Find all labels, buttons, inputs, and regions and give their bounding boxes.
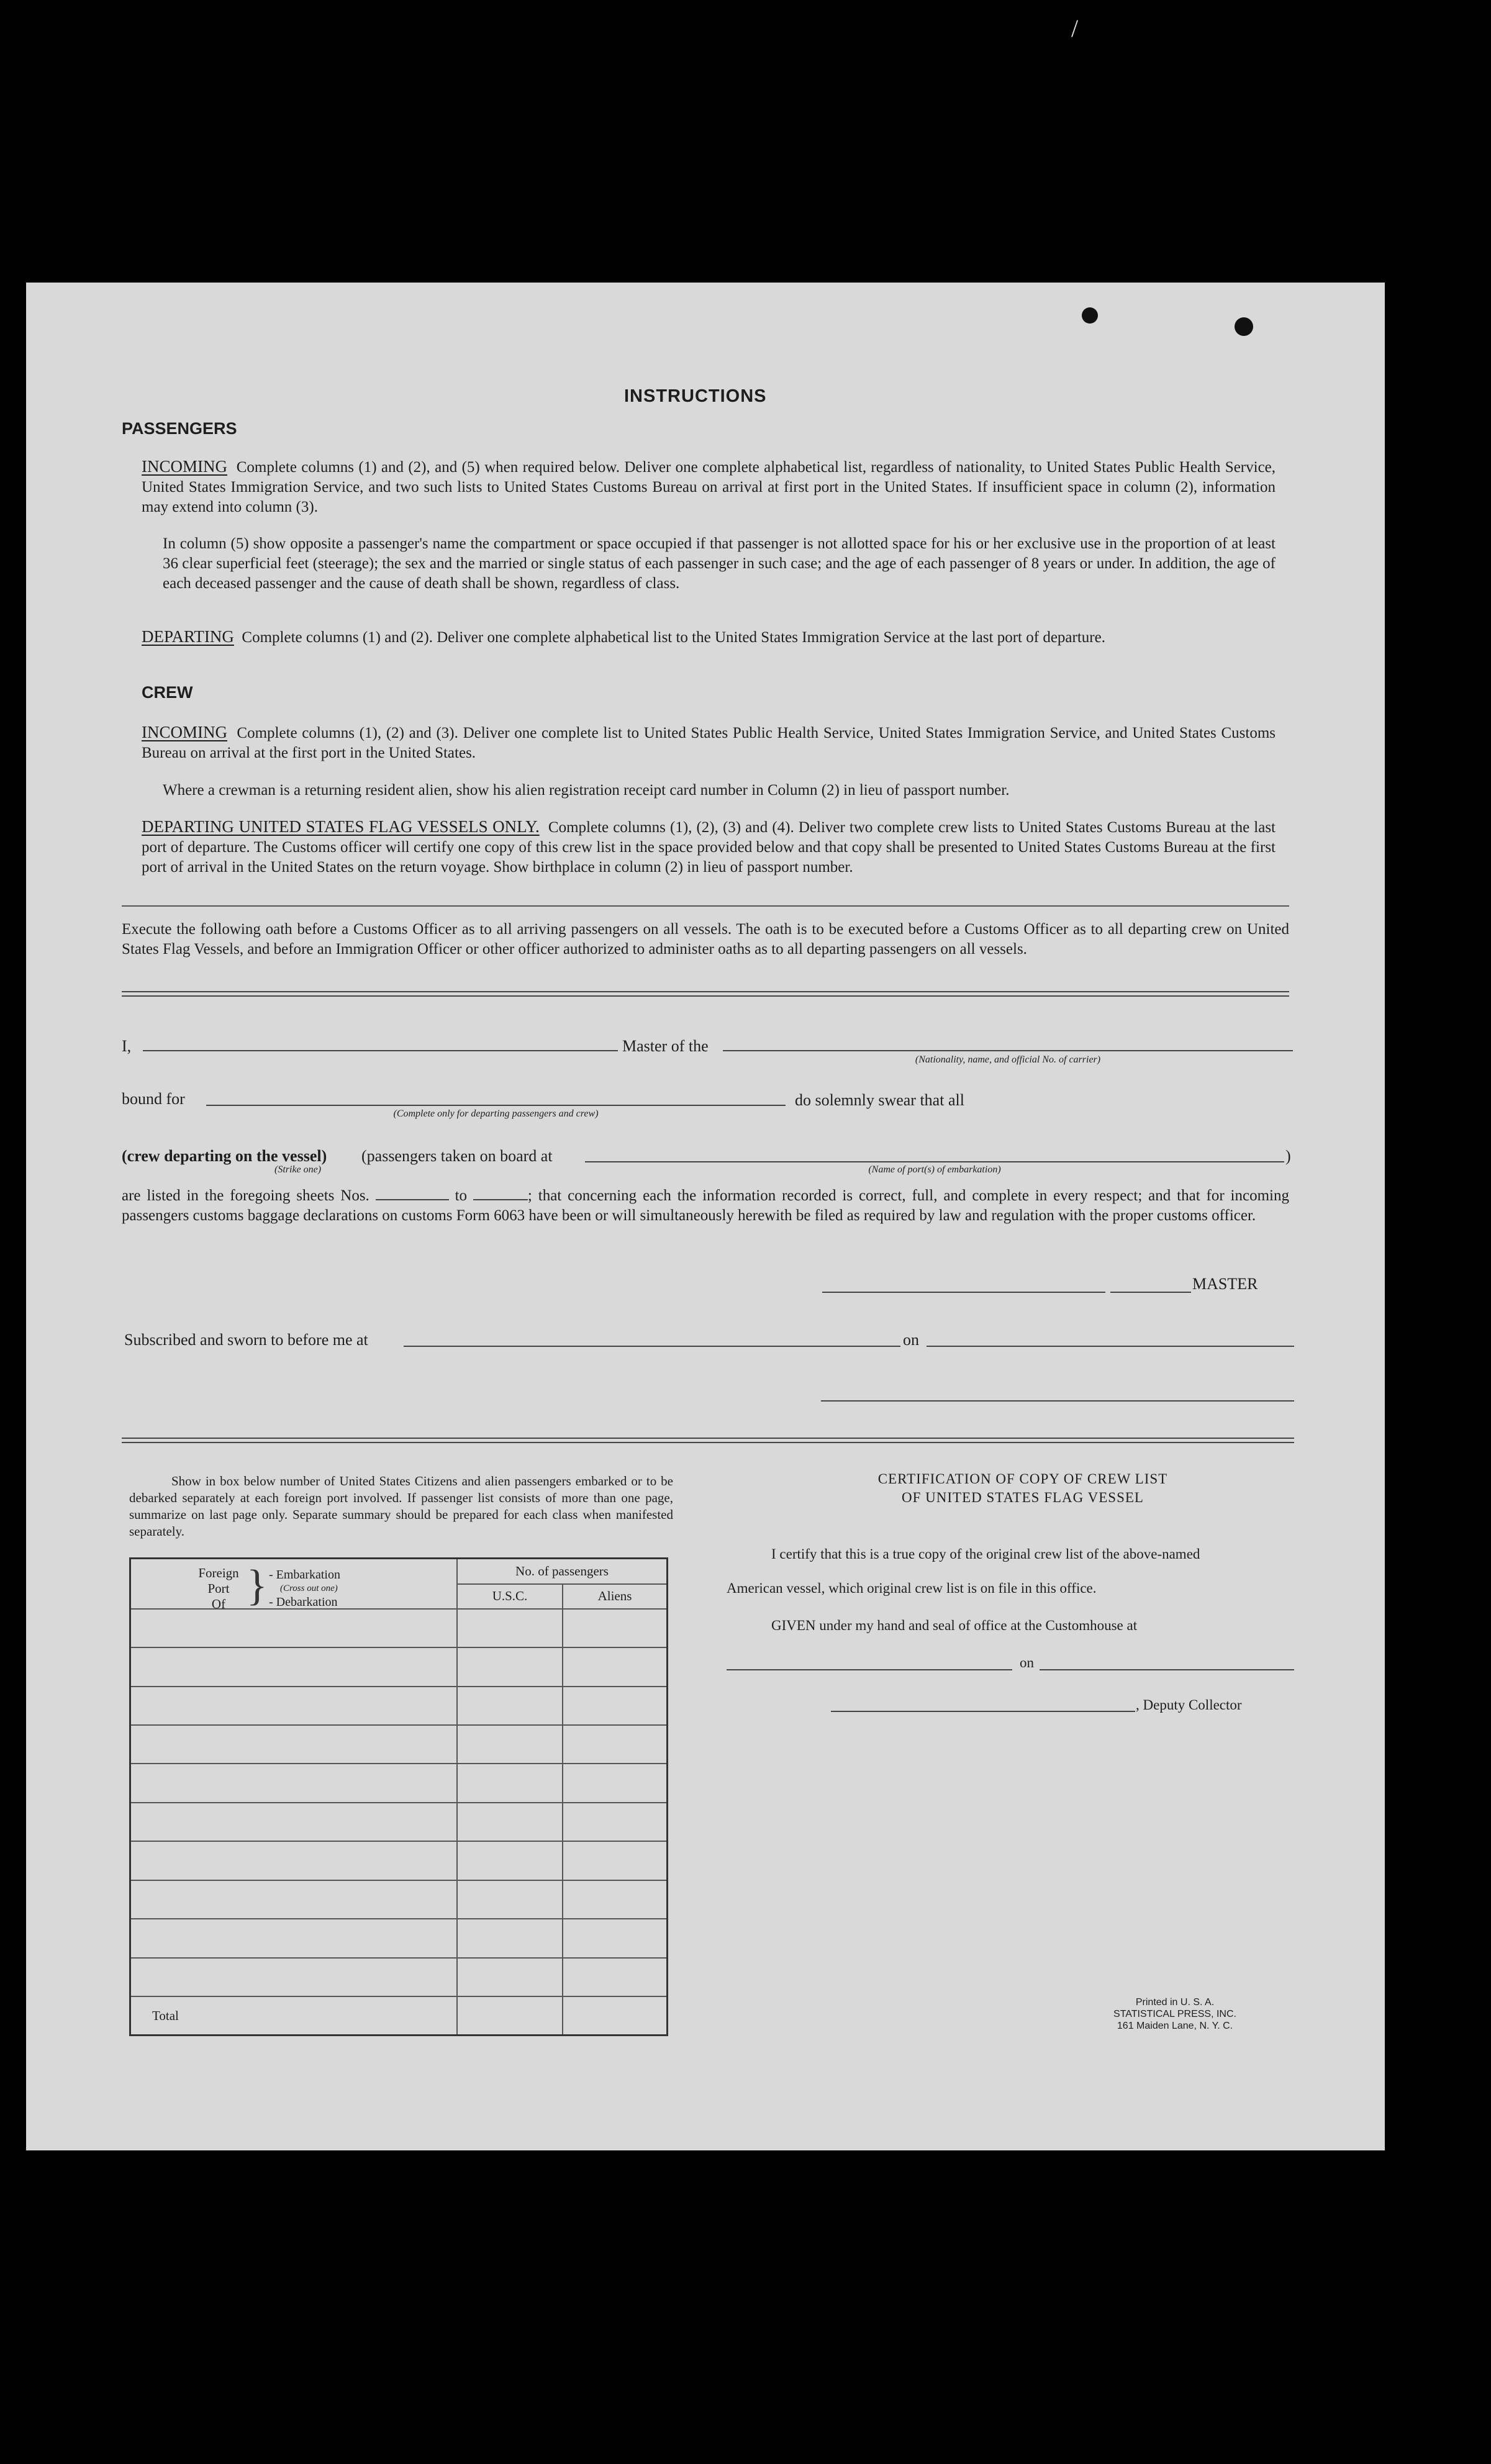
swear-label: do solemnly swear that all xyxy=(795,1091,964,1109)
master-name-field[interactable] xyxy=(143,1050,618,1051)
printer-line-2: STATISTICAL PRESS, INC. xyxy=(1113,2009,1236,2019)
punch-hole-left xyxy=(1082,307,1098,324)
master-label: MASTER xyxy=(1192,1275,1258,1293)
port-cell[interactable] xyxy=(130,1725,458,1764)
customhouse-field[interactable] xyxy=(727,1669,1012,1670)
usc-cell[interactable] xyxy=(457,1803,563,1841)
port-cell[interactable] xyxy=(130,1609,458,1647)
usc-cell[interactable] xyxy=(457,1958,563,1996)
usc-cell[interactable] xyxy=(457,1841,563,1880)
aliens-cell[interactable] xyxy=(563,1958,668,1996)
aliens-cell[interactable] xyxy=(563,1687,668,1725)
passengers-departing-text: Complete columns (1) and (2). Deliver one complete alphabetical list to the United States Immigration Service at the last port of departure. xyxy=(242,629,1105,646)
certification-date-field[interactable] xyxy=(1040,1669,1294,1670)
usc-cell[interactable] xyxy=(457,1609,563,1647)
table-row xyxy=(130,1803,668,1841)
aliens-label: Aliens xyxy=(597,1588,632,1604)
double-rule-top xyxy=(122,991,1289,997)
divider-line xyxy=(122,905,1289,907)
instructions-title: INSTRUCTIONS xyxy=(624,386,767,406)
sheets-paragraph xyxy=(122,1186,1289,1226)
sheet-to-field[interactable] xyxy=(473,1187,528,1200)
table-row xyxy=(130,1958,668,1996)
no-passengers-header xyxy=(457,1559,668,1585)
bound-for-caption: (Complete only for departing passengers and crew) xyxy=(393,1108,599,1119)
aliens-cell[interactable] xyxy=(563,1880,668,1919)
master-of-caption: (Nationality, name, and official No. of carrier) xyxy=(915,1054,1101,1065)
port-cell[interactable] xyxy=(130,1919,458,1957)
port-cell[interactable] xyxy=(130,1803,458,1841)
punch-hole-right xyxy=(1235,317,1253,336)
double-rule-bottom xyxy=(122,1438,1294,1443)
passengers-heading: PASSENGERS xyxy=(122,419,237,438)
deputy-collector-label: , Deputy Collector xyxy=(1136,1697,1242,1713)
strike-caption: (Strike one) xyxy=(274,1164,322,1175)
usc-cell[interactable] xyxy=(457,1687,563,1725)
column5-paragraph xyxy=(163,534,1276,594)
column5-text: In column (5) show opposite a passenger's name the compartment or space occupied if that passenger is not allotted space for his or her exclusive use in the proportion of at least 36 clear superficial feet (steerage); the sex and the married or single status of each passenger in such case; and the age of each passenger of 8 years or under. In addition, the age of each deceased passenger and the cause of death shall be shown, regardless of class. xyxy=(163,535,1276,592)
aliens-cell[interactable] xyxy=(563,1919,668,1957)
port-cell[interactable] xyxy=(130,1841,458,1880)
table-row xyxy=(130,1764,668,1802)
table-row xyxy=(130,1919,668,1957)
passenger-summary-table xyxy=(129,1557,668,2036)
table-row xyxy=(130,1841,668,1880)
printer-imprint xyxy=(1082,1996,1268,2032)
crew-departing-text: Complete columns (1), (2), (3) and (4). Deliver two complete crew lists to United States Customs Bureau at the last port of departure. The Customs officer will certify one copy of this crew list in the space provided below and that copy shall be presented to United States Customs Bureau at the first port of arrival in the United States on the return voyage. Show birthplace in column (2) in lieu of passport number. xyxy=(142,819,1276,876)
aliens-header xyxy=(563,1584,668,1609)
aliens-cell[interactable] xyxy=(563,1725,668,1764)
carrier-field[interactable] xyxy=(723,1050,1293,1051)
certification-on-label: on xyxy=(1020,1655,1034,1670)
master-signature-line-b[interactable] xyxy=(1110,1292,1191,1293)
passengers-incoming-label: INCOMING xyxy=(142,457,227,476)
cross-caption: (Cross out one) xyxy=(280,1583,338,1593)
port-cell[interactable] xyxy=(130,1880,458,1919)
passengers-departing-paragraph xyxy=(142,627,1276,648)
aliens-cell[interactable] xyxy=(563,1803,668,1841)
certify-text-2: American vessel, which original crew list is on file in this office. xyxy=(727,1580,1097,1596)
table-row xyxy=(130,1725,668,1764)
crew-incoming-paragraph xyxy=(142,722,1276,763)
crew-departing-option[interactable]: (crew departing on the vessel) xyxy=(122,1147,327,1165)
corner-mark: / xyxy=(1071,14,1079,42)
usc-cell[interactable] xyxy=(457,1919,563,1957)
usc-label: U.S.C. xyxy=(492,1588,528,1604)
crew-heading: CREW xyxy=(142,683,193,702)
table-row xyxy=(130,1880,668,1919)
passengers-departing-label: DEPARTING xyxy=(142,627,234,646)
master-signature-line-a[interactable] xyxy=(822,1292,1105,1293)
brace-icon: } xyxy=(247,1562,268,1610)
crew-alien-paragraph xyxy=(163,781,1276,800)
bound-for-label: bound for xyxy=(122,1090,185,1108)
port-caption: (Name of port(s) of embarkation) xyxy=(868,1164,1001,1175)
aliens-cell[interactable] xyxy=(563,1764,668,1802)
total-label: Total xyxy=(152,2008,179,2023)
sworn-date-field[interactable] xyxy=(927,1346,1294,1347)
usc-cell[interactable] xyxy=(457,1764,563,1802)
table-row xyxy=(130,1609,668,1647)
port-cell[interactable] xyxy=(130,1958,458,1996)
sheet-from-field[interactable] xyxy=(376,1187,449,1200)
usc-header xyxy=(457,1584,563,1609)
passengers-option[interactable]: (passengers taken on board at xyxy=(361,1147,553,1165)
port-label-1: Foreign xyxy=(198,1565,239,1580)
summary-note: Show in box below number of United States Citizens and alien passengers embarked or to be debarked separately at each foreign port involved. If passenger list consists of more than one page, summarize on last page only. Separate summary should be prepared for each class when manifested separately. xyxy=(129,1474,673,1539)
aliens-cell[interactable] xyxy=(563,1841,668,1880)
officer-signature-line[interactable] xyxy=(821,1400,1294,1402)
total-aliens-cell[interactable] xyxy=(563,1996,668,2035)
given-text: GIVEN under my hand and seal of office at the Customhouse at xyxy=(771,1618,1138,1633)
sworn-place-field[interactable] xyxy=(404,1346,900,1347)
foreign-port-header xyxy=(130,1559,458,1609)
table-row xyxy=(130,1687,668,1725)
certify-text-1: I certify that this is a true copy of the original crew list of the above-named xyxy=(771,1546,1200,1562)
sworn-on-label: on xyxy=(903,1331,919,1349)
master-of-label: Master of the xyxy=(622,1037,709,1055)
crew-departing-label: DEPARTING UNITED STATES FLAG VESSELS ONLY. xyxy=(142,817,540,836)
aliens-cell[interactable] xyxy=(563,1609,668,1647)
usc-cell[interactable] xyxy=(457,1647,563,1686)
crew-incoming-label: INCOMING xyxy=(142,723,227,741)
table-row xyxy=(130,1647,668,1686)
total-cell xyxy=(130,1996,458,2035)
no-passengers-label: No. of passengers xyxy=(515,1564,609,1579)
crew-departing-paragraph xyxy=(142,817,1276,877)
oath-i-label: I, xyxy=(122,1037,132,1055)
usc-cell[interactable] xyxy=(457,1880,563,1919)
sheets-text-a: are listed in the foregoing sheets Nos. xyxy=(122,1187,369,1204)
certification-title xyxy=(784,1470,1262,1507)
embarkation-port-field[interactable] xyxy=(585,1161,1284,1162)
printer-line-3: 161 Maiden Lane, N. Y. C. xyxy=(1117,2021,1233,2031)
bound-for-field[interactable] xyxy=(206,1105,786,1106)
port-cell[interactable] xyxy=(130,1647,458,1686)
port-cell[interactable] xyxy=(130,1764,458,1802)
port-label-2: Port xyxy=(207,1581,230,1596)
passengers-incoming-paragraph xyxy=(142,456,1276,517)
close-paren: ) xyxy=(1285,1147,1291,1165)
debarkation-option[interactable]: - Debarkation xyxy=(269,1595,338,1609)
crew-alien-text: Where a crewman is a returning resident alien, show his alien registration receipt card number in Column (2) in lieu of passport number. xyxy=(163,782,1010,799)
total-usc-cell[interactable] xyxy=(457,1996,563,2035)
certification-title-line-2: OF UNITED STATES FLAG VESSEL xyxy=(902,1490,1144,1505)
certification-title-line-1: CERTIFICATION OF COPY OF CREW LIST xyxy=(877,1471,1168,1487)
usc-cell[interactable] xyxy=(457,1725,563,1764)
printer-line-1: Printed in U. S. A. xyxy=(1135,1997,1215,2008)
subscribed-label: Subscribed and sworn to before me at xyxy=(124,1331,368,1349)
passengers-incoming-text: Complete columns (1) and (2), and (5) when required below. Deliver one complete alphabetical list, regardless of nationality, to United States Public Health Service, United States Immigration Service, and two such lists to United States Customs Bureau on arrival at first port in the United States. If insufficient space in column (2), information may extend into column (3). xyxy=(142,459,1276,515)
port-label-3: Of xyxy=(211,1597,226,1611)
sheets-to: to xyxy=(455,1187,468,1204)
aliens-cell[interactable] xyxy=(563,1647,668,1686)
deputy-signature-field[interactable] xyxy=(831,1711,1135,1712)
crew-incoming-text: Complete columns (1), (2) and (3). Deliver one complete list to United States Public Health Service, United States Immigration Service, and United States Customs Bureau on arrival at the first port in the United States. xyxy=(142,725,1276,761)
port-cell[interactable] xyxy=(130,1687,458,1725)
embarkation-option[interactable]: - Embarkation xyxy=(269,1568,340,1582)
document-page xyxy=(26,283,1385,2150)
oath-intro: Execute the following oath before a Customs Officer as to all arriving passengers on all vessels. The oath is to be executed before a Customs Officer as to all departing crew on United States Flag Vessels, and before an Immigration Officer or other officer authorized to administer oaths as to all departing passengers on all vessels. xyxy=(122,921,1289,958)
sheets-text-b: ; that concerning each the information recorded is correct, full, and complete in every respect; and that for incoming passengers customs baggage declarations on customs Form 6063 have been or will simultaneously herewith be filed as required by law and regulation with the proper customs officer. xyxy=(122,1187,1289,1224)
